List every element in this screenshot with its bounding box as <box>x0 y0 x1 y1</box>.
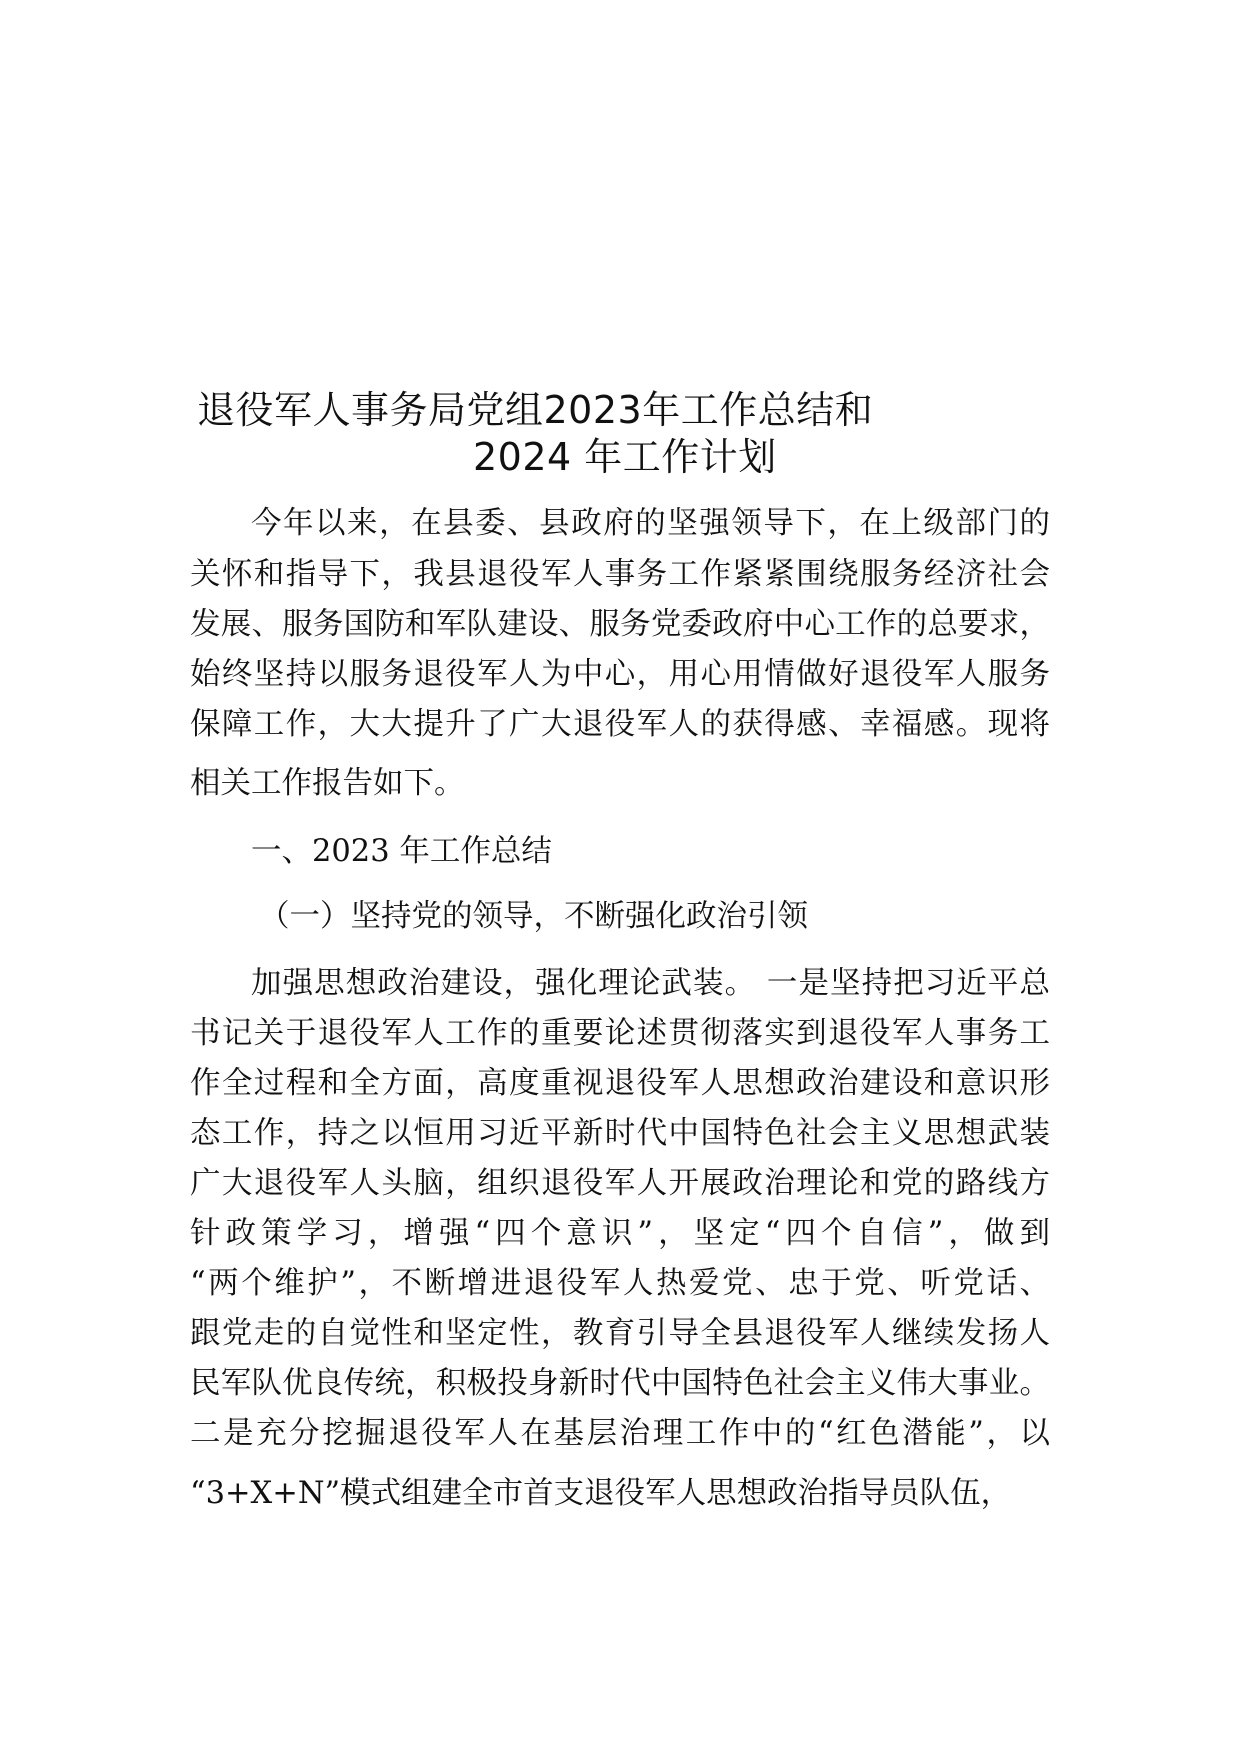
paragraph-line: 态工作，持之以恒用习近平新时代中国特色社会主义思想武装 <box>190 1116 1050 1151</box>
paragraph-line: “两个维护”，不断增进退役军人热爱党、忠于党、听党话、 <box>190 1266 1050 1301</box>
paragraph-line: 针政策学习，增强“四个意识”，坚定“四个自信”，做到 <box>190 1216 1050 1251</box>
intro-line: 相关工作报告如下。 <box>190 766 465 801</box>
intro-line: 发展、服务国防和军队建设、服务党委政府中心工作的总要求， <box>190 607 1050 642</box>
paragraph-line: 书记关于退役军人工作的重要论述贯彻落实到退役军人事务工 <box>190 1016 1050 1051</box>
paragraph-line: 广大退役军人头脑，组织退役军人开展政治理论和党的路线方 <box>190 1166 1050 1201</box>
paragraph-line: 民军队优良传统，积极投身新时代中国特色社会主义伟大事业。 <box>190 1366 1050 1401</box>
paragraph-line: 跟党走的自觉性和坚定性，教育引导全县退役军人继续发扬人 <box>190 1316 1050 1351</box>
paragraph-line: 作全过程和全方面，高度重视退役军人思想政治建设和意识形 <box>190 1066 1050 1101</box>
intro-line: 保障工作，大大提升了广大退役军人的获得感、幸福感。现将 <box>190 707 1050 742</box>
intro-line: 今年以来，在县委、县政府的坚强领导下，在上级部门的 <box>251 506 1050 541</box>
document-title-line-1: 退役军人事务局党组2023年工作总结和 <box>197 388 874 432</box>
paragraph-line: 二是充分挖掘退役军人在基层治理工作中的“红色潜能”，以 <box>190 1416 1050 1451</box>
intro-line: 始终坚持以服务退役军人为中心，用心用情做好退役军人服务 <box>190 657 1050 692</box>
section-heading: 一、2023 年工作总结 <box>251 834 552 869</box>
paragraph-line: “3+X+N”模式组建全市首支退役军人思想政治指导员队伍， <box>190 1476 1012 1511</box>
intro-line: 关怀和指导下，我县退役军人事务工作紧紧围绕服务经济社会 <box>190 557 1050 592</box>
document-title-line-2: 2024 年工作计划 <box>473 435 777 479</box>
subsection-heading: （一）坚持党的领导，不断强化政治引领 <box>259 899 808 934</box>
paragraph-line: 加强思想政治建设，强化理论武装。 一是坚持把习近平总 <box>251 966 1050 1001</box>
